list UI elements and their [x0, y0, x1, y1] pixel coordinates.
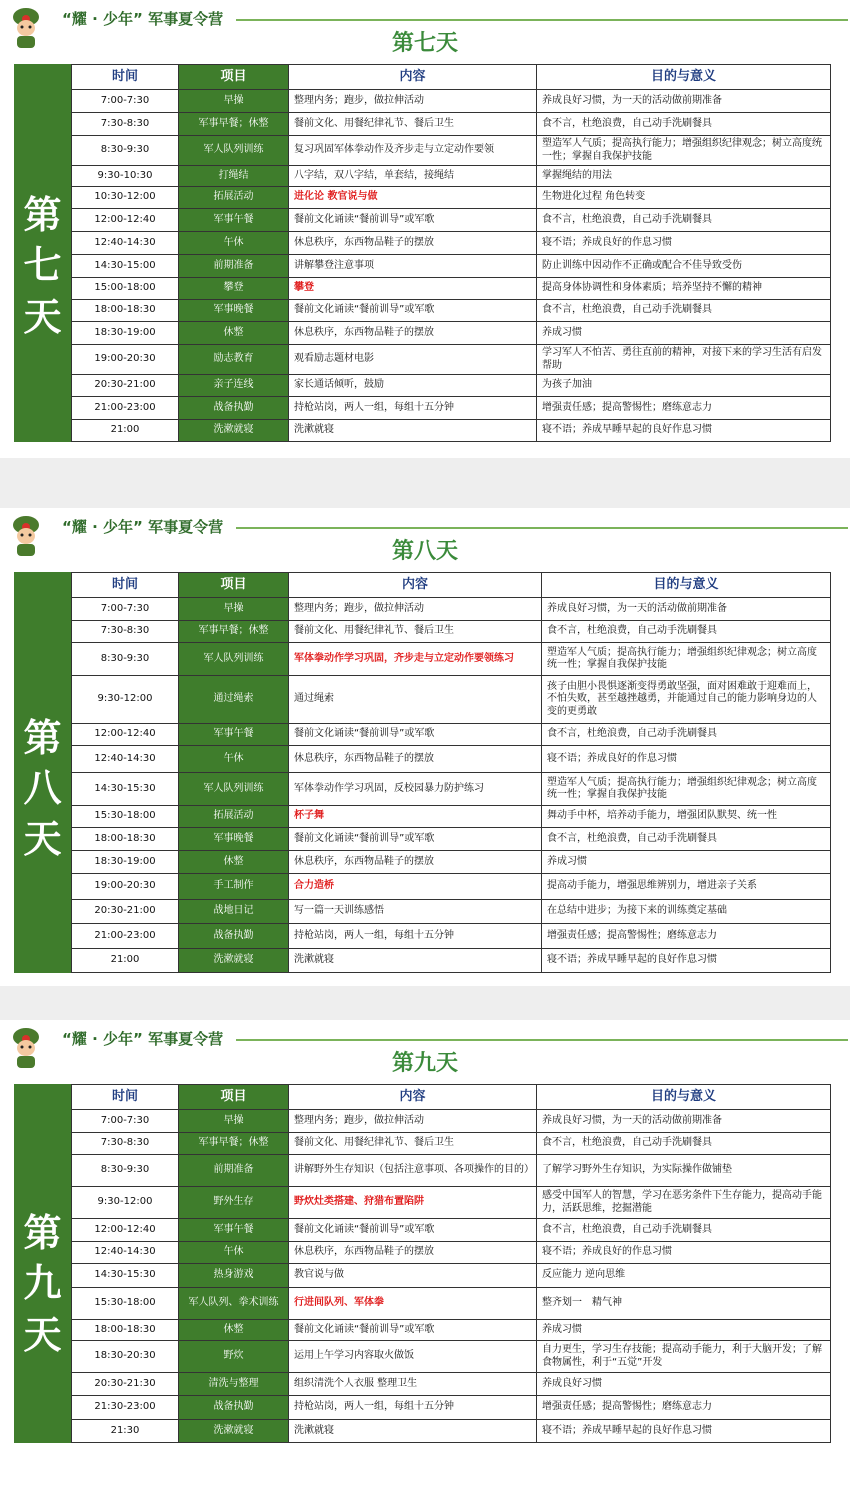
purpose-cell: 整齐划一 精气神: [537, 1288, 831, 1320]
purpose-cell: 寝不语；养成早睡早起的良好作息习惯: [542, 949, 831, 973]
content-cell: 野炊灶类搭建、狩猎布置陷阱: [289, 1187, 537, 1219]
purpose-cell: 塑造军人气质；提高执行能力；增强组织纪律观念；树立高度统一性；掌握自我保护技能: [542, 773, 831, 806]
content-cell: 进化论 教官说与做: [289, 187, 537, 209]
day-side-char: 天: [23, 817, 62, 861]
col-header-item: 项目: [179, 1085, 289, 1110]
day-side-char: 天: [23, 1313, 62, 1357]
item-cell: 攀登: [179, 278, 289, 300]
panel-header: [0, 508, 850, 570]
content-cell: 写一篇一天训练感悟: [289, 900, 542, 924]
day-panel: [0, 0, 850, 458]
time-cell: 18:00-18:30: [72, 1320, 179, 1341]
purpose-cell: 学习军人不怕苦、勇往直前的精神，对接下来的学习生活有启发帮助: [537, 345, 831, 375]
purpose-cell: 养成习惯: [542, 851, 831, 874]
purpose-cell: 孩子由胆小畏惧逐渐变得勇敢坚强，面对困难敢于迎难而上，不怕失败，甚至越挫越勇，并能通过自己的能力影响身边的人变的更勇敢: [542, 676, 831, 724]
table-row: [72, 1264, 831, 1288]
day-panel: [0, 1020, 850, 1500]
table-row: [72, 1373, 831, 1396]
table-row: [72, 874, 831, 900]
col-header-purpose: 目的与意义: [537, 1085, 831, 1110]
item-cell: 休整: [179, 851, 289, 874]
header-rule: [236, 527, 848, 529]
table-row: [72, 1288, 831, 1320]
time-cell: 18:30-19:00: [72, 851, 179, 874]
purpose-cell: 养成习惯: [537, 1320, 831, 1341]
purpose-cell: 在总结中进步；为接下来的训练奠定基础: [542, 900, 831, 924]
content-cell: 家长通话倾听，鼓励: [289, 375, 537, 397]
table-row: [72, 166, 831, 187]
time-cell: 9:30-12:00: [72, 1187, 179, 1219]
table-row: [72, 598, 831, 621]
col-header-time: 时间: [72, 65, 179, 90]
item-cell: 战备执勤: [179, 397, 289, 420]
table-row: [72, 1155, 831, 1187]
item-cell: 早操: [179, 1110, 289, 1133]
purpose-cell: 养成良好习惯: [537, 1373, 831, 1396]
time-cell: 7:00-7:30: [72, 598, 179, 621]
table-row: [72, 1320, 831, 1341]
item-cell: 军人队列训练: [179, 773, 289, 806]
content-cell: 休息秩序，东西物品鞋子的摆放: [289, 746, 542, 773]
time-cell: 15:00-18:00: [72, 278, 179, 300]
time-cell: 14:30-15:30: [72, 1264, 179, 1288]
content-cell: 行进间队列、军体拳: [289, 1288, 537, 1320]
time-cell: 15:30-18:00: [72, 806, 179, 828]
content-cell: 餐前文化诵读“餐前训导”或军歌: [289, 1320, 537, 1341]
table-row: [72, 397, 831, 420]
day-side-char: 第: [23, 716, 62, 760]
day-side-label: [14, 1084, 71, 1443]
purpose-cell: 食不言，杜绝浪费，自己动手洗刷餐具: [537, 300, 831, 322]
time-cell: 8:30-9:30: [72, 136, 179, 166]
time-cell: 19:00-20:30: [72, 874, 179, 900]
purpose-cell: 寝不语；养成良好的作息习惯: [537, 232, 831, 255]
time-cell: 20:30-21:00: [72, 900, 179, 924]
item-cell: 午休: [179, 232, 289, 255]
time-cell: 8:30-9:30: [72, 643, 179, 676]
item-cell: 洗漱就寝: [179, 1420, 289, 1443]
item-cell: 战备执勤: [179, 924, 289, 949]
day-side-char: 九: [23, 1261, 62, 1305]
purpose-cell: 了解学习野外生存知识，为实际操作做铺垫: [537, 1155, 831, 1187]
item-cell: 野炊: [179, 1341, 289, 1373]
time-cell: 12:40-14:30: [72, 1242, 179, 1264]
table-row: [72, 300, 831, 322]
camp-title: “耀 · 少年” 军事夏令营: [62, 10, 224, 28]
time-cell: 18:00-18:30: [72, 828, 179, 851]
purpose-cell: 食不言，杜绝浪费，自己动手洗刷餐具: [537, 209, 831, 232]
item-cell: 洗漱就寝: [179, 420, 289, 442]
header-rule: [236, 1039, 848, 1041]
time-cell: 18:30-20:30: [72, 1341, 179, 1373]
content-cell: 洗漱就寝: [289, 949, 542, 973]
time-cell: 10:30-12:00: [72, 187, 179, 209]
item-cell: 军人队列训练: [179, 643, 289, 676]
time-cell: 15:30-18:00: [72, 1288, 179, 1320]
content-cell: 休息秩序，东西物品鞋子的摆放: [289, 322, 537, 345]
schedule-table: [14, 1084, 830, 1443]
content-cell: 休息秩序，东西物品鞋子的摆放: [289, 851, 542, 874]
item-cell: 军人队列、拳术训练: [179, 1288, 289, 1320]
camp-title: “耀 · 少年” 军事夏令营: [62, 1030, 224, 1048]
content-cell: 教官说与做: [289, 1264, 537, 1288]
time-cell: 18:00-18:30: [72, 300, 179, 322]
content-cell: 持枪站岗，两人一组，每组十五分钟: [289, 924, 542, 949]
content-cell: 餐前文化、用餐纪律礼节、餐后卫生: [289, 113, 537, 136]
content-cell: 餐前文化诵读“餐前训导”或军歌: [289, 300, 537, 322]
item-cell: 热身游戏: [179, 1264, 289, 1288]
schedule-grid: [71, 572, 831, 973]
table-row: [72, 724, 831, 746]
day-title: 第八天: [391, 539, 458, 564]
item-cell: 军事午餐: [179, 724, 289, 746]
panel-header: [0, 0, 850, 62]
purpose-cell: 增强责任感；提高警惕性；磨练意志力: [537, 1396, 831, 1420]
item-cell: 早操: [179, 598, 289, 621]
schedule-table: [14, 64, 830, 442]
table-row: [72, 1420, 831, 1443]
item-cell: 拓展活动: [179, 187, 289, 209]
item-cell: 早操: [179, 90, 289, 113]
schedule-grid: [71, 1084, 831, 1443]
day-side-char: 八: [23, 766, 62, 810]
purpose-cell: 增强责任感；提高警惕性；磨练意志力: [537, 397, 831, 420]
content-cell: 八字结，双八字结，单套结，接绳结: [289, 166, 537, 187]
item-cell: 前期准备: [179, 255, 289, 278]
content-cell: 洗漱就寝: [289, 1420, 537, 1443]
item-cell: 军人队列训练: [179, 136, 289, 166]
item-cell: 军事午餐: [179, 1219, 289, 1242]
col-header-item: 项目: [179, 573, 289, 598]
day-side-char: 七: [23, 243, 62, 287]
time-cell: 7:00-7:30: [72, 90, 179, 113]
item-cell: 拓展活动: [179, 806, 289, 828]
table-row: [72, 113, 831, 136]
purpose-cell: 养成良好习惯，为一天的活动做前期准备: [537, 90, 831, 113]
day-side-label: [14, 572, 71, 973]
table-row: [72, 851, 831, 874]
item-cell: 休整: [179, 322, 289, 345]
content-cell: 持枪站岗，两人一组，每组十五分钟: [289, 397, 537, 420]
camp-title: “耀 · 少年” 军事夏令营: [62, 518, 224, 536]
table-row: [72, 828, 831, 851]
table-row: [72, 278, 831, 300]
table-row: [72, 322, 831, 345]
content-cell: 通过绳索: [289, 676, 542, 724]
content-cell: 餐前文化诵读“餐前训导”或军歌: [289, 724, 542, 746]
schedule-grid: [71, 64, 831, 442]
purpose-cell: 食不言，杜绝浪费，自己动手洗刷餐具: [537, 1219, 831, 1242]
content-cell: 整理内务；跑步，做拉伸活动: [289, 90, 537, 113]
table-row: [72, 187, 831, 209]
table-row: [72, 1133, 831, 1155]
panel-header: [0, 1020, 850, 1082]
day-title: 第七天: [391, 31, 458, 56]
day-title: 第九天: [391, 1051, 458, 1076]
content-cell: 讲解野外生存知识（包括注意事项、各项操作的目的）: [289, 1155, 537, 1187]
time-cell: 19:00-20:30: [72, 345, 179, 375]
time-cell: 18:30-19:00: [72, 322, 179, 345]
purpose-cell: 提高动手能力，增强思维辨别力，增进亲子关系: [542, 874, 831, 900]
item-cell: 战备执勤: [179, 1396, 289, 1420]
content-cell: 餐前文化诵读“餐前训导”或军歌: [289, 209, 537, 232]
table-row: [72, 806, 831, 828]
table-row: [72, 746, 831, 773]
table-row: [72, 1110, 831, 1133]
content-cell: 洗漱就寝: [289, 420, 537, 442]
content-cell: 杯子舞: [289, 806, 542, 828]
content-cell: 休息秩序，东西物品鞋子的摆放: [289, 232, 537, 255]
time-cell: 14:30-15:00: [72, 255, 179, 278]
purpose-cell: 防止训练中因动作不正确或配合不佳导致受伤: [537, 255, 831, 278]
table-row: [72, 136, 831, 166]
item-cell: 手工制作: [179, 874, 289, 900]
table-row: [72, 375, 831, 397]
purpose-cell: 掌握绳结的用法: [537, 166, 831, 187]
table-row: [72, 773, 831, 806]
day-side-char: 第: [23, 193, 62, 237]
purpose-cell: 舞动手中杯，培养动手能力，增强团队默契、统一性: [542, 806, 831, 828]
purpose-cell: 感受中国军人的智慧，学习在恶劣条件下生存能力，提高动手能力，活跃思维，挖掘潜能: [537, 1187, 831, 1219]
col-header-purpose: 目的与意义: [537, 65, 831, 90]
table-row: [72, 1242, 831, 1264]
item-cell: 午休: [179, 746, 289, 773]
purpose-cell: 为孩子加油: [537, 375, 831, 397]
table-row: [72, 255, 831, 278]
item-cell: 午休: [179, 1242, 289, 1264]
time-cell: 14:30-15:30: [72, 773, 179, 806]
item-cell: 军事午餐: [179, 209, 289, 232]
content-cell: 餐前文化诵读“餐前训导”或军歌: [289, 1219, 537, 1242]
table-row: [72, 1341, 831, 1373]
content-cell: 复习巩固军体拳动作及齐步走与立定动作要领: [289, 136, 537, 166]
col-header-item: 项目: [179, 65, 289, 90]
item-cell: 军事晚餐: [179, 828, 289, 851]
time-cell: 9:30-12:00: [72, 676, 179, 724]
content-cell: 休息秩序，东西物品鞋子的摆放: [289, 1242, 537, 1264]
content-cell: 整理内务；跑步，做拉伸活动: [289, 598, 542, 621]
col-header-time: 时间: [72, 1085, 179, 1110]
purpose-cell: 提高身体协调性和身体素质；培养坚持不懈的精神: [537, 278, 831, 300]
table-row: [72, 345, 831, 375]
time-cell: 9:30-10:30: [72, 166, 179, 187]
table-row: [72, 924, 831, 949]
content-cell: 攀登: [289, 278, 537, 300]
purpose-cell: 寝不语；养成良好的作息习惯: [542, 746, 831, 773]
item-cell: 军事晚餐: [179, 300, 289, 322]
time-cell: 8:30-9:30: [72, 1155, 179, 1187]
time-cell: 21:30-23:00: [72, 1396, 179, 1420]
purpose-cell: 生物进化过程 角色转变: [537, 187, 831, 209]
time-cell: 12:40-14:30: [72, 746, 179, 773]
table-row: [72, 621, 831, 643]
time-cell: 20:30-21:00: [72, 375, 179, 397]
item-cell: 军事早餐；休整: [179, 113, 289, 136]
col-header-time: 时间: [72, 573, 179, 598]
table-row: [72, 900, 831, 924]
purpose-cell: 食不言，杜绝浪费，自己动手洗刷餐具: [537, 113, 831, 136]
purpose-cell: 寝不语；养成良好的作息习惯: [537, 1242, 831, 1264]
purpose-cell: 食不言，杜绝浪费，自己动手洗刷餐具: [542, 828, 831, 851]
table-row: [72, 1219, 831, 1242]
purpose-cell: 增强责任感；提高警惕性；磨练意志力: [542, 924, 831, 949]
time-cell: 12:00-12:40: [72, 1219, 179, 1242]
time-cell: 20:30-21:30: [72, 1373, 179, 1396]
day-side-char: 第: [23, 1211, 62, 1255]
day-panel: [0, 508, 850, 986]
purpose-cell: 寝不语；养成早睡早起的良好作息习惯: [537, 1420, 831, 1443]
schedule-table: [14, 572, 830, 973]
purpose-cell: 食不言，杜绝浪费，自己动手洗刷餐具: [542, 621, 831, 643]
time-cell: 7:30-8:30: [72, 113, 179, 136]
table-row: [72, 949, 831, 973]
purpose-cell: 养成习惯: [537, 322, 831, 345]
time-cell: 7:30-8:30: [72, 621, 179, 643]
purpose-cell: 塑造军人气质；提高执行能力；增强组织纪律观念；树立高度统一性；掌握自我保护技能: [542, 643, 831, 676]
time-cell: 12:40-14:30: [72, 232, 179, 255]
purpose-cell: 食不言，杜绝浪费，自己动手洗刷餐具: [542, 724, 831, 746]
purpose-cell: 养成良好习惯，为一天的活动做前期准备: [542, 598, 831, 621]
content-cell: 运用上午学习内容取火做饭: [289, 1341, 537, 1373]
item-cell: 清洗与整理: [179, 1373, 289, 1396]
content-cell: 军体拳动作学习巩固，反校园暴力防护练习: [289, 773, 542, 806]
table-row: [72, 232, 831, 255]
content-cell: 讲解攀登注意事项: [289, 255, 537, 278]
table-row: [72, 90, 831, 113]
content-cell: 观看励志题材电影: [289, 345, 537, 375]
item-cell: 打绳结: [179, 166, 289, 187]
time-cell: 21:00-23:00: [72, 924, 179, 949]
time-cell: 21:00: [72, 420, 179, 442]
content-cell: 整理内务；跑步，做拉伸活动: [289, 1110, 537, 1133]
time-cell: 21:30: [72, 1420, 179, 1443]
item-cell: 军事早餐；休整: [179, 1133, 289, 1155]
table-row: [72, 676, 831, 724]
col-header-content: 内容: [289, 573, 542, 598]
col-header-content: 内容: [289, 65, 537, 90]
item-cell: 洗漱就寝: [179, 949, 289, 973]
content-cell: 餐前文化诵读“餐前训导”或军歌: [289, 828, 542, 851]
content-cell: 军体拳动作学习巩固，齐步走与立定动作要领练习: [289, 643, 542, 676]
time-cell: 12:00-12:40: [72, 209, 179, 232]
time-cell: 7:30-8:30: [72, 1133, 179, 1155]
item-cell: 通过绳索: [179, 676, 289, 724]
table-row: [72, 643, 831, 676]
table-row: [72, 209, 831, 232]
purpose-cell: 反应能力 逆向思维: [537, 1264, 831, 1288]
content-cell: 组织清洗个人衣服 整理卫生: [289, 1373, 537, 1396]
purpose-cell: 自力更生，学习生存技能；提高动手能力，利于大脑开发；了解食物属性，利于“五觉”开发: [537, 1341, 831, 1373]
content-cell: 餐前文化、用餐纪律礼节、餐后卫生: [289, 1133, 537, 1155]
content-cell: 合力造桥: [289, 874, 542, 900]
time-cell: 12:00-12:40: [72, 724, 179, 746]
table-row: [72, 1187, 831, 1219]
content-cell: 餐前文化、用餐纪律礼节、餐后卫生: [289, 621, 542, 643]
item-cell: 前期准备: [179, 1155, 289, 1187]
time-cell: 21:00: [72, 949, 179, 973]
purpose-cell: 食不言，杜绝浪费，自己动手洗刷餐具: [537, 1133, 831, 1155]
col-header-purpose: 目的与意义: [542, 573, 831, 598]
purpose-cell: 寝不语；养成早睡早起的良好作息习惯: [537, 420, 831, 442]
item-cell: 军事早餐；休整: [179, 621, 289, 643]
purpose-cell: 养成良好习惯，为一天的活动做前期准备: [537, 1110, 831, 1133]
time-cell: 21:00-23:00: [72, 397, 179, 420]
table-row: [72, 1396, 831, 1420]
item-cell: 亲子连线: [179, 375, 289, 397]
item-cell: 野外生存: [179, 1187, 289, 1219]
header-rule: [236, 19, 848, 21]
item-cell: 励志教育: [179, 345, 289, 375]
day-side-label: [14, 64, 71, 442]
table-row: [72, 420, 831, 442]
col-header-content: 内容: [289, 1085, 537, 1110]
time-cell: 7:00-7:30: [72, 1110, 179, 1133]
content-cell: 持枪站岗，两人一组，每组十五分钟: [289, 1396, 537, 1420]
day-side-char: 天: [23, 295, 62, 339]
item-cell: 休整: [179, 1320, 289, 1341]
purpose-cell: 塑造军人气质；提高执行能力；增强组织纪律观念；树立高度统一性；掌握自我保护技能: [537, 136, 831, 166]
item-cell: 战地日记: [179, 900, 289, 924]
